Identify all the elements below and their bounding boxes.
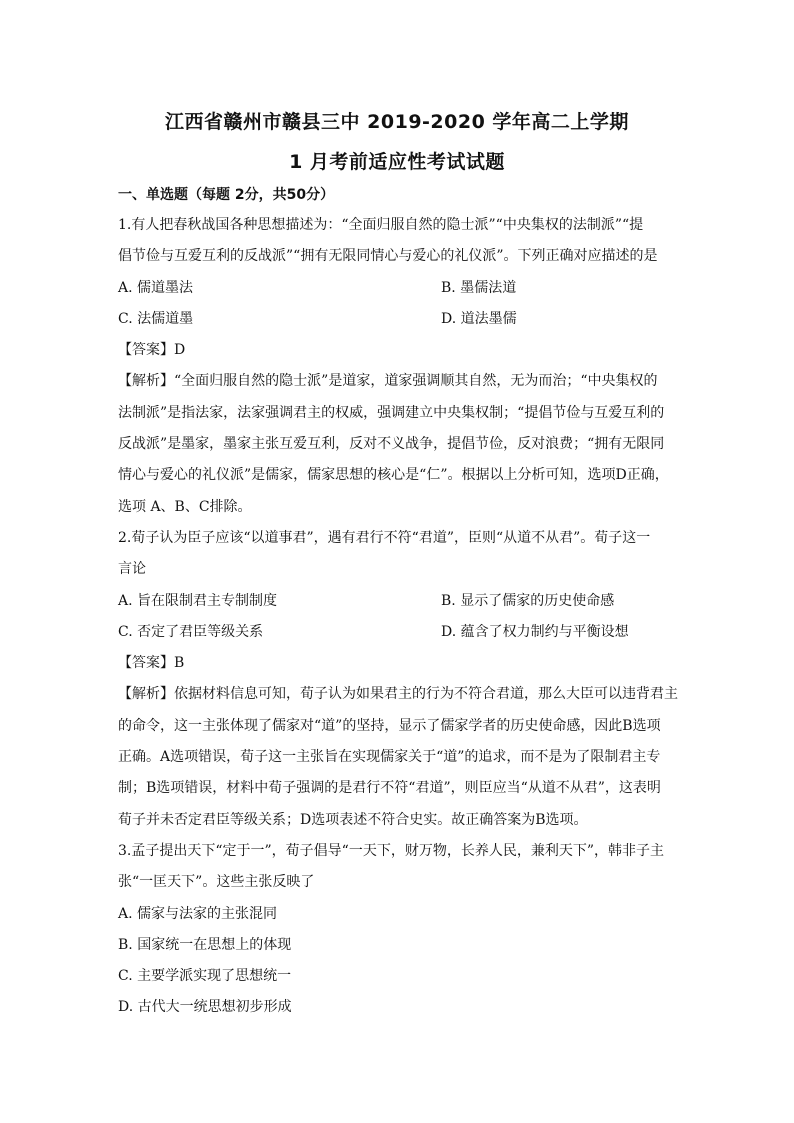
option-c: C. 法儒道墨: [118, 310, 194, 327]
analysis-line: 的命令，这一主张体现了儒家对“道”的坚持，显示了儒家学者的历史使命感，因此B选项: [118, 717, 661, 734]
option-a: A. 旨在限制君主专制制度: [118, 592, 278, 609]
option-b: B. 国家统一在思想上的体现: [118, 936, 292, 953]
question-stem-line: 1.有人把春秋战国各种思想描述为：“全面归服自然的隐士派”“中央集权的法制派”“提: [118, 217, 644, 233]
option-d: D. 道法墨儒: [441, 310, 517, 327]
analysis-line: 情心与爱心的礼仪派”是儒家，儒家思想的核心是“仁”。根据以上分析可知，选项D正确，: [118, 467, 669, 484]
analysis-line: 反战派”是墨家，墨家主张互爱互利，反对不义战争，提倡节俭，反对浪费；“拥有无限同: [118, 436, 665, 453]
option-b: B. 墨儒法道: [441, 279, 517, 296]
analysis-line: 正确。A选项错误，荀子这一主张旨在实现儒家关于“道”的追求，而不是为了限制君主专: [118, 749, 661, 766]
option-d: D. 蕴含了权力制约与平衡设想: [441, 623, 629, 640]
answer-line: 【答案】B: [118, 655, 185, 672]
analysis-line: 荀子并未否定君臣等级关系；D选项表述不符合史实。故正确答案为B选项。: [118, 811, 588, 828]
question-stem-line: 言论: [118, 561, 146, 578]
analysis-line: 【解析】依据材料信息可知，荀子认为如果君主的行为不符合君道，那么大臣可以违背君主: [118, 686, 678, 703]
option-row: [118, 273, 678, 304]
option-a: A. 儒家与法家的主张混同: [118, 905, 278, 922]
title-line-2: 1 月考前适应性考试试题: [289, 151, 505, 173]
option-d: D. 古代大一统思想初步形成: [118, 999, 292, 1016]
title-line-1: 江西省赣州市赣县三中 2019-2020 学年高二上学期: [165, 111, 629, 133]
option-a: A. 儒道墨法: [118, 279, 194, 296]
option-c: C. 否定了君臣等级关系: [118, 623, 264, 640]
question-stem-line: 3.孟子提出天下“定于一”，荀子倡导“一天下，财万物，长养人民，兼利天下”，韩非子主: [118, 842, 664, 859]
analysis-line: 法制派”是指法家，法家强调君主的权威，强调建立中央集权制；“提倡节俭与互爱互利的: [118, 404, 665, 421]
question-stem-line: 倡节俭与互爱互利的反战派”“拥有无限同情心与爱心的礼仪派”。下列正确对应描述的是: [118, 248, 658, 265]
analysis-line: 制；B选项错误，材料中荀子强调的是君行不符“君道”，则臣应当“从道不从君”，这表明: [118, 780, 661, 797]
question-3: [118, 836, 678, 1024]
analysis-line: 【解析】“全面归服自然的隐士派”是道家，道家强调顺其自然，无为而治；“中央集权的: [118, 373, 658, 390]
option-row: [118, 586, 678, 617]
question-stem-line: 2.荀子认为臣子应该“以道事君”，遇有君行不符“君道”，臣则“从道不从君”。荀子这一: [118, 529, 651, 546]
section-heading: 一、单选题（每题 2分，共50分）: [118, 187, 335, 203]
question-1: [118, 210, 678, 523]
question-stem-line: 张“一匡天下”。这些主张反映了: [118, 874, 315, 891]
question-list: [118, 210, 678, 1024]
question-2: [118, 523, 678, 836]
option-b: B. 显示了儒家的历史使命感: [441, 592, 615, 609]
option-row: [118, 617, 678, 648]
option-row: [118, 304, 678, 335]
answer-line: 【答案】D: [118, 342, 186, 359]
analysis-line: 选项 A、B、C排除。: [118, 498, 252, 515]
option-c: C. 主要学派实现了思想统一: [118, 968, 292, 985]
